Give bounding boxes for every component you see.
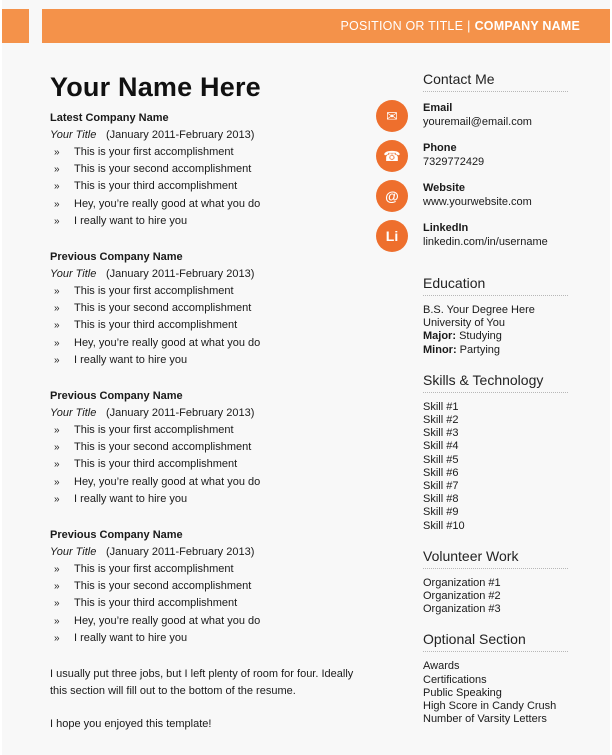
- accomplishment-item: [50, 317, 370, 334]
- accomplishment-text: Hey, you’re really good at what you do: [74, 614, 261, 627]
- contact-value: 7329772429: [423, 156, 485, 168]
- experience-column: [50, 70, 370, 749]
- accomplishment-item: [50, 352, 370, 369]
- contact-label: Email: [423, 102, 453, 114]
- linkedin-icon: Li: [376, 220, 408, 252]
- contact-value: linkedin.com/in/username: [423, 236, 548, 248]
- skill-item: Skill #2: [423, 414, 459, 427]
- job-title-line: [50, 127, 370, 144]
- skill-item: Skill #8: [423, 493, 459, 506]
- job-company: Previous Company Name: [50, 390, 183, 403]
- accomplishment-list: [50, 283, 370, 369]
- skill-item: Skill #5: [423, 453, 459, 466]
- accomplishment-item: [50, 561, 370, 578]
- accomplishment-item: [50, 613, 370, 630]
- accomplishment-item: [50, 196, 370, 213]
- accomplishment-item: [50, 630, 370, 647]
- optional-item: Awards: [423, 660, 460, 673]
- accomplishment-text: This is your second accomplishment: [74, 580, 252, 593]
- job-title: Your Title: [50, 546, 97, 559]
- bullet-marker: »: [54, 147, 60, 158]
- at-icon: @: [376, 180, 408, 212]
- skill-item: Skill #9: [423, 506, 459, 519]
- contact-heading: Contact Me: [423, 70, 568, 92]
- bullet-marker: »: [54, 198, 60, 210]
- accomplishment-text: Hey, you’re really good at what you do: [74, 475, 261, 488]
- accomplishment-item: [50, 161, 370, 178]
- accomplishment-text: This is your third accomplishment: [74, 319, 238, 332]
- volunteer-heading: Volunteer Work: [423, 547, 568, 569]
- volunteer-item: Organization #1: [423, 576, 501, 589]
- bullet-marker: »: [54, 303, 60, 315]
- bullet-marker: »: [54, 425, 60, 437]
- accomplishment-text: I really want to hire you: [74, 631, 188, 644]
- optional-item: Number of Varsity Letters: [423, 713, 547, 726]
- job-company: Latest Company Name: [50, 112, 169, 124]
- bullet-marker: »: [54, 215, 60, 227]
- job-entry: [50, 110, 370, 230]
- contact-email: [386, 100, 568, 140]
- job-title: Your Title: [50, 407, 97, 420]
- bullet-marker: »: [54, 459, 60, 471]
- education-major: [423, 330, 568, 343]
- major-label: Major:: [423, 330, 456, 343]
- accomplishment-item: [50, 456, 370, 473]
- job-title-line: [50, 266, 370, 283]
- accomplishment-text: This is your first accomplishment: [74, 146, 234, 158]
- job-title: Your Title: [50, 129, 97, 141]
- accomplishment-list: [50, 422, 370, 508]
- education-degree: B.S. Your Degree Here: [423, 304, 535, 316]
- bullet-marker: »: [54, 581, 60, 593]
- job-dates: (January 2011-February 2013): [106, 546, 255, 559]
- skills-list: [423, 401, 568, 533]
- minor-value: Partying: [459, 343, 501, 356]
- contact-label: Phone: [423, 142, 457, 154]
- job-dates: (January 2011-February 2013): [106, 268, 255, 281]
- accomplishment-item: [50, 213, 370, 230]
- bullet-marker: »: [54, 598, 60, 610]
- accomplishment-item: [50, 595, 370, 612]
- accomplishment-text: This is your second accomplishment: [74, 441, 252, 454]
- bullet-marker: »: [54, 164, 60, 176]
- contact-section: [383, 70, 568, 260]
- job-entry: [50, 388, 370, 508]
- volunteer-list: [423, 577, 568, 617]
- accomplishment-item: [50, 300, 370, 317]
- accomplishment-text: Hey, you’re really good at what you do: [74, 197, 261, 210]
- job-company: Previous Company Name: [50, 529, 183, 542]
- skill-item: Skill #7: [423, 480, 459, 493]
- bullet-marker: »: [54, 632, 60, 644]
- job-title: Your Title: [50, 268, 97, 281]
- contact-value: www.yourwebsite.com: [423, 196, 532, 208]
- bullet-marker: »: [54, 354, 60, 366]
- accomplishment-list: [50, 561, 370, 647]
- bullet-marker: »: [54, 615, 60, 627]
- job-dates: (January 2011-February 2013): [106, 407, 255, 420]
- header-company: COMPANY NAME: [474, 19, 580, 33]
- accomplishment-text: This is your first accomplishment: [74, 424, 234, 437]
- skills-section: [423, 371, 568, 533]
- accomplishment-text: This is your second accomplishment: [74, 302, 252, 315]
- accomplishment-text: This is your second accomplishment: [74, 163, 252, 176]
- contact-list: [383, 100, 568, 260]
- contact-website: [385, 180, 568, 220]
- accomplishment-text: Hey, you’re really good at what you do: [74, 336, 261, 349]
- job-company: Previous Company Name: [50, 251, 183, 264]
- contact-label: Website: [423, 182, 465, 194]
- bullet-marker: »: [54, 337, 60, 349]
- skills-heading: Skills & Technology: [423, 371, 568, 393]
- contact-linkedin: [385, 220, 568, 260]
- accomplishment-text: I really want to hire you: [74, 492, 188, 505]
- bullet-marker: »: [54, 442, 60, 454]
- optional-list: [423, 660, 568, 726]
- skill-item: Skill #1: [423, 400, 459, 413]
- accomplishment-item: [50, 178, 370, 195]
- accomplishment-text: This is your first accomplishment: [74, 563, 234, 576]
- job-title-line: [50, 405, 370, 422]
- accomplishment-item: [50, 422, 370, 439]
- header-separator: |: [467, 19, 471, 33]
- job-title-line: [50, 544, 370, 561]
- phone-icon: ☎: [376, 140, 408, 172]
- contact-value: youremail@email.com: [423, 116, 532, 128]
- page-title: Your Name Here: [50, 72, 261, 102]
- accomplishment-item: [50, 283, 370, 300]
- accomplishment-text: I really want to hire you: [74, 353, 188, 366]
- bullet-marker: »: [54, 564, 60, 576]
- accomplishment-item: [50, 491, 370, 508]
- optional-item: High Score in Candy Crush: [423, 700, 557, 713]
- skill-item: Skill #3: [423, 427, 459, 440]
- optional-item: Certifications: [423, 673, 487, 686]
- accomplishment-item: [50, 474, 370, 491]
- optional-section: [423, 630, 568, 726]
- accomplishment-text: This is your third accomplishment: [74, 597, 238, 610]
- education-section: [423, 274, 568, 357]
- closing-note: I hope you enjoyed this template!: [50, 718, 212, 731]
- bullet-marker: »: [54, 476, 60, 488]
- volunteer-item: Organization #3: [423, 603, 501, 616]
- job-entry: [50, 527, 370, 647]
- bullet-marker: »: [54, 493, 60, 505]
- education-heading: Education: [423, 274, 568, 296]
- accomplishment-item: [50, 439, 370, 456]
- volunteer-section: [423, 547, 568, 617]
- optional-item: Public Speaking: [423, 686, 502, 699]
- skill-item: Skill #6: [423, 466, 459, 479]
- job-entry: [50, 249, 370, 369]
- header-accent-block: [2, 9, 29, 43]
- accomplishment-text: I really want to hire you: [74, 214, 188, 227]
- bullet-marker: »: [54, 320, 60, 332]
- job-list: [50, 110, 370, 647]
- major-value: Studying: [459, 330, 502, 343]
- bullet-marker: »: [54, 286, 60, 298]
- header-position: POSITION OR TITLE: [340, 19, 464, 33]
- contact-phone: [383, 140, 568, 180]
- education-minor: [423, 344, 568, 357]
- accomplishment-list: [50, 144, 370, 230]
- minor-label: Minor:: [423, 343, 457, 356]
- accomplishment-item: [50, 578, 370, 595]
- bullet-marker: »: [54, 181, 60, 193]
- skill-item: Skill #4: [423, 440, 459, 453]
- optional-heading: Optional Section: [423, 630, 568, 652]
- accomplishment-text: This is your third accomplishment: [74, 458, 238, 471]
- closing-paragraph: I usually put three jobs, but I left plenty of room for four. Ideally this section will fill out to the bottom of the resume.: [50, 668, 354, 698]
- job-dates: (January 2011-February 2013): [106, 129, 255, 141]
- sidebar-column: [383, 70, 568, 740]
- accomplishment-text: This is your third accomplishment: [74, 180, 238, 193]
- accomplishment-text: This is your first accomplishment: [74, 285, 234, 298]
- contact-label: LinkedIn: [423, 222, 469, 234]
- volunteer-item: Organization #2: [423, 590, 501, 603]
- accomplishment-item: [50, 335, 370, 352]
- header-bar: [42, 9, 610, 43]
- skill-item: Skill #10: [423, 519, 465, 532]
- envelope-icon: ✉: [376, 100, 408, 132]
- education-school: University of You: [423, 317, 505, 330]
- accomplishment-item: [50, 144, 370, 161]
